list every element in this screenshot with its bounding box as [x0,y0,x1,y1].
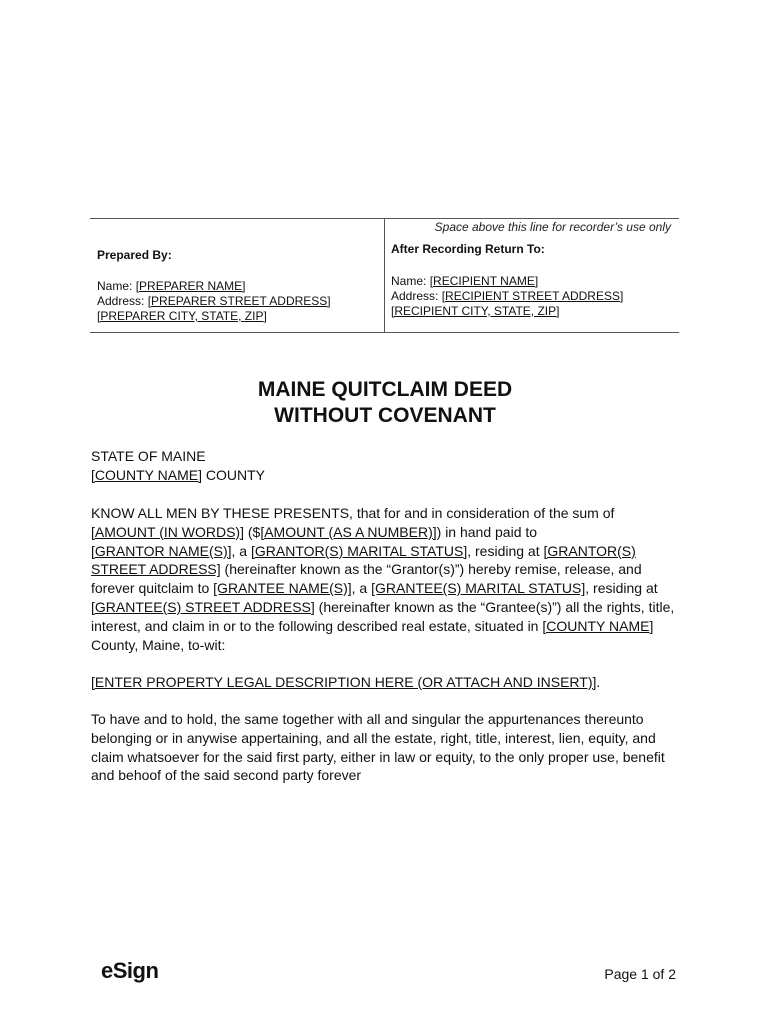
para1-line-1: KNOW ALL MEN BY THESE PRESENTS, that for and in consideration of the sum of [91,505,615,521]
para1-line-3: [GRANTOR NAME(S)], a [GRANTOR(S) MARITAL STATUS], residing at [GRANTOR(S) [91,542,636,559]
preparer-city-line [97,309,267,324]
grantee-marital-field[interactable]: [GRANTEE(S) MARITAL STATUS] [371,580,586,597]
para2-line-1: To have and to hold, the same together with all and singular the appurtenances thereunto [91,711,644,727]
para1-line-2: [AMOUNT (IN WORDS)] ($[AMOUNT (AS A NUMBER)]) in hand paid to [91,523,538,540]
esign-logo: eSign [101,958,159,983]
para1-line-4: STREET ADDRESS] (hereinafter known as the “Grantor(s)”) hereby remise, release, and [91,561,642,578]
recipient-address-label: Address: [391,289,442,303]
para1-line-5: forever quitclaim to [GRANTEE NAME(S)], a [GRANTEE(S) MARITAL STATUS], residing at [91,580,658,597]
grantor-address-field-cont[interactable]: STREET ADDRESS] [91,561,221,578]
county-line: [COUNTY NAME] COUNTY [91,466,265,483]
recipient-address-line [391,289,623,304]
state-line: STATE OF MAINE [91,448,206,464]
legal-description-block: [ENTER PROPERTY LEGAL DESCRIPTION HERE (OR ATTACH AND INSERT)]. [91,674,601,690]
county-name-field[interactable]: [COUNTY NAME] [91,466,202,483]
preparer-name-field[interactable]: [PREPARER NAME] [135,279,246,293]
return-to-heading: After Recording Return To: [391,242,545,256]
prepared-by-heading: Prepared By: [97,248,172,262]
para1-line-6: [GRANTEE(S) STREET ADDRESS] (hereinafter known as the “Grantee(s)”) all the rights, title, [91,598,675,615]
preparer-city-field[interactable]: [PREPARER CITY, STATE, ZIP] [97,309,267,323]
document-title [0,377,770,429]
property-county-field[interactable]: [COUNTY NAME] [542,617,654,634]
recipient-name-field[interactable]: [RECIPIENT NAME] [429,274,539,288]
grantor-name-field[interactable]: [GRANTOR NAME(S)] [91,542,232,559]
para2-line-3: claim whatsoever for the said first party, either in law or equity, to the only proper use, benefit [91,748,665,765]
para2-line-4: and behoof of the said second party forever [91,767,362,784]
preparer-address-field[interactable]: [PREPARER STREET ADDRESS] [147,294,331,308]
title-line-2: WITHOUT COVENANT [274,404,496,427]
preparer-address-line [97,294,331,309]
preparer-address-label: Address: [97,294,148,308]
recipient-address-field[interactable]: [RECIPIENT STREET ADDRESS] [441,289,624,303]
habendum-paragraph [91,710,681,785]
recipient-name-line [391,274,538,289]
para2-line-2: belonging or in anywise appertaining, and all the estate, right, title, interest, lien, equity, and [91,729,656,746]
legal-description-field[interactable]: [ENTER PROPERTY LEGAL DESCRIPTION HERE (OR ATTACH AND INSERT)] [91,674,597,690]
preparer-name-line [97,279,246,294]
recipient-name-label: Name: [391,274,430,288]
grantor-address-field[interactable]: [GRANTOR(S) [543,542,636,559]
grantee-address-field[interactable]: [GRANTEE(S) STREET ADDRESS] [91,598,315,615]
amount-words-field[interactable]: [AMOUNT (IN WORDS)] [91,523,244,540]
amount-number-field[interactable]: [AMOUNT (AS A NUMBER)] [260,523,437,540]
column-divider [384,219,385,332]
consideration-paragraph [91,504,681,654]
page-number: Page 1 of 2 [604,966,676,982]
para1-line-8: County, Maine, to-wit: [91,636,226,653]
preparer-name-label: Name: [97,279,136,293]
para1-line-7: interest, and claim in or to the following described real estate, situated in [COUNTY NAME] [91,617,654,634]
recording-header-table [90,218,679,333]
state-county-block [91,447,681,485]
grantor-marital-field[interactable]: [GRANTOR(S) MARITAL STATUS] [251,542,468,559]
grantee-name-field[interactable]: [GRANTEE NAME(S)] [213,580,352,597]
recorder-note: Space above this line for recorder’s use only [434,220,671,234]
recipient-city-field[interactable]: [RECIPIENT CITY, STATE, ZIP] [391,304,560,318]
recipient-city-line [391,304,559,319]
title-line-1: MAINE QUITCLAIM DEED [257,378,513,401]
